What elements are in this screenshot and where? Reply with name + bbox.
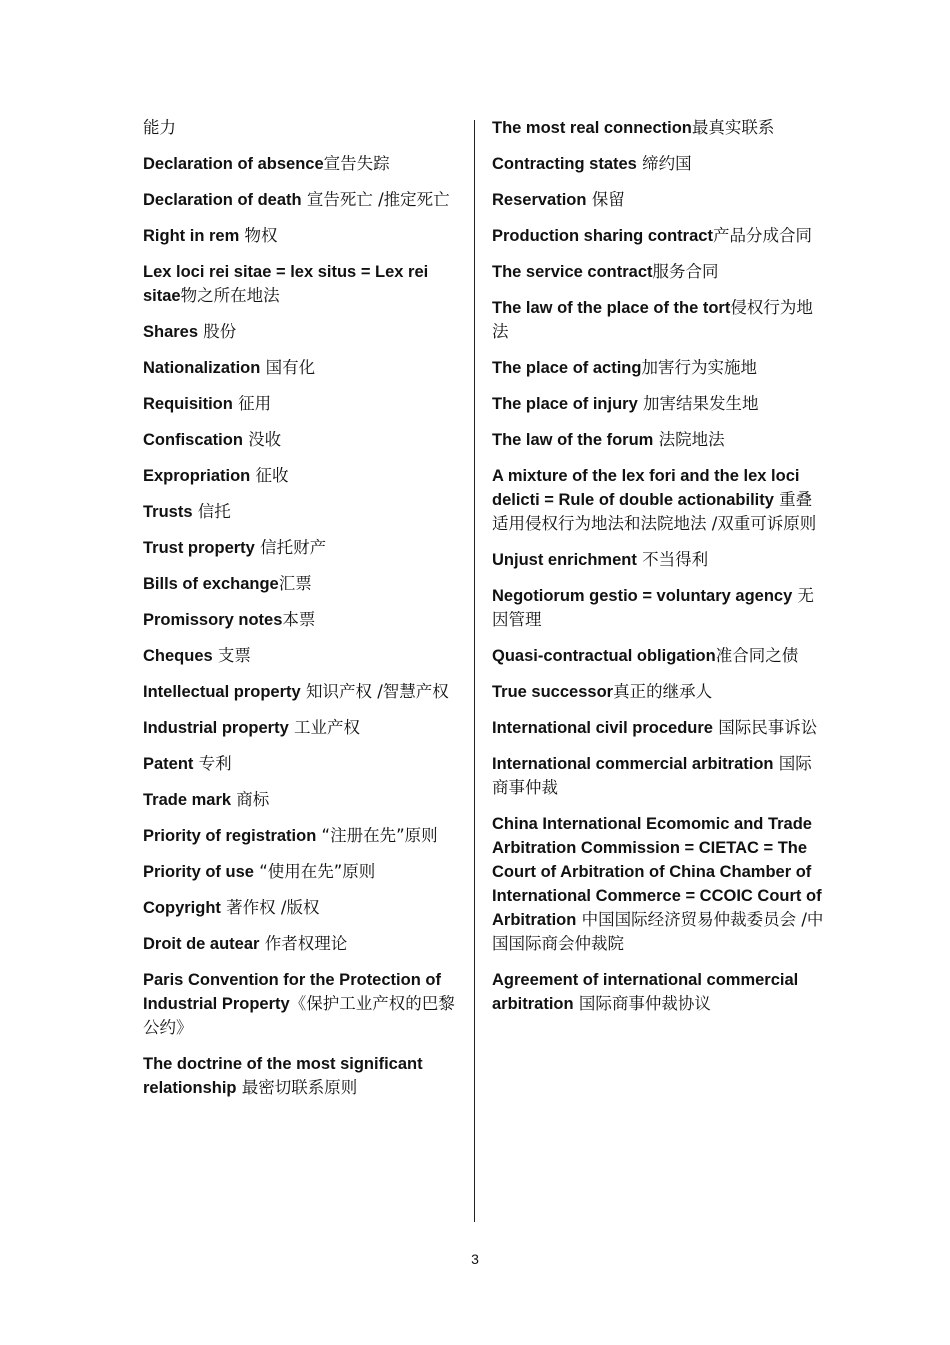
glossary-entry (143, 152, 468, 176)
entry-translation: 国际商事仲裁 (492, 754, 812, 797)
entry-translation: 工业产权 (288, 718, 361, 737)
entry-term: Agreement of international commercial arbitration (492, 971, 799, 1013)
entry-translation: 知识产权 /智慧产权 (300, 682, 449, 701)
entry-term: Declaration of death (143, 191, 302, 209)
entry-term: Negotiorum gestio = voluntary agency (492, 587, 793, 605)
entry-translation: 著作权 /版权 (220, 898, 320, 917)
glossary-entry (492, 644, 824, 668)
glossary-entry (143, 680, 468, 704)
glossary-entry (143, 320, 468, 344)
entry-term: Patent (143, 755, 194, 773)
entry-term: China International Ecomomic and Trade Arbitration Commission = CIETAC = The Court of Arbitration of China Chamber of International Commerce = CCOIC Court of Arbitration (492, 815, 822, 929)
entry-translation: 征用 (232, 394, 272, 413)
glossary-entry (492, 188, 824, 212)
entry-term: Reservation (492, 191, 587, 209)
glossary-entry (492, 392, 824, 416)
entry-term: The place of acting (492, 359, 642, 377)
entry-term: International commercial arbitration (492, 755, 774, 773)
entry-term: The place of injury (492, 395, 638, 413)
glossary-entry (143, 260, 468, 308)
entry-term: Promissory notes (143, 611, 283, 629)
glossary-entry (492, 260, 824, 284)
entry-translation: 真正的继承人 (613, 682, 713, 701)
entry-term: True successor (492, 683, 614, 701)
entry-translation: 股份 (198, 322, 237, 341)
entry-term: Intellectual property (143, 683, 301, 701)
right-column (492, 116, 824, 1028)
glossary-entry (492, 224, 824, 248)
entry-translation: 不当得利 (636, 550, 709, 569)
glossary-entry (492, 464, 824, 536)
entry-translation: 商标 (231, 790, 270, 809)
entry-translation: 没收 (242, 430, 282, 449)
glossary-entry (143, 788, 468, 812)
entry-term: Expropriation (143, 467, 251, 485)
entry-term: The law of the place of the tort (492, 299, 731, 317)
entry-term: Confiscation (143, 431, 243, 449)
entry-translation: 物权 (239, 226, 278, 245)
entry-term: The law of the forum (492, 431, 654, 449)
glossary-entry (492, 968, 824, 1016)
entry-translation: 侵权行为地法 (492, 298, 813, 341)
glossary-entry (492, 356, 824, 380)
glossary-entry (143, 392, 468, 416)
entry-translation: 国有化 (260, 358, 316, 377)
glossary-entry (143, 428, 468, 452)
glossary-entry (492, 812, 824, 956)
entry-translation: 加害结果发生地 (637, 394, 759, 413)
glossary-entry (143, 644, 468, 668)
glossary-entry (492, 428, 824, 452)
glossary-entry (143, 224, 468, 248)
entry-term: Requisition (143, 395, 233, 413)
entry-translation: 加害行为实施地 (641, 358, 757, 377)
entry-term: Priority of registration (143, 827, 317, 845)
entry-translation: 无因管理 (492, 586, 815, 629)
entry-translation: 信托财产 (254, 538, 327, 557)
glossary-entry (492, 680, 824, 704)
entry-translation: 专利 (193, 754, 232, 773)
entry-term: Paris Convention for the Protection of Industrial Property (143, 971, 441, 1013)
glossary-entry (143, 464, 468, 488)
entry-translation: 宣告死亡 /推定死亡 (301, 190, 450, 209)
glossary-entry (143, 968, 468, 1040)
entry-term: Trust property (143, 539, 255, 557)
glossary-entry (492, 584, 824, 632)
entry-translation: 作者权理论 (259, 934, 348, 953)
entry-term: Priority of use (143, 863, 254, 881)
entry-translation: 缔约国 (636, 154, 692, 173)
glossary-entry (143, 500, 468, 524)
page-number: 3 (471, 1251, 479, 1267)
entry-term: Copyright (143, 899, 221, 917)
glossary-entry (143, 608, 468, 632)
entry-term: Droit de autear (143, 935, 260, 953)
entry-translation: 支票 (212, 646, 251, 665)
entry-translation: “注册在先”原则 (316, 826, 438, 845)
entry-term: Trusts (143, 503, 193, 521)
entry-translation: 国际民事诉讼 (712, 718, 818, 737)
glossary-entry (143, 752, 468, 776)
entry-translation: 法院地法 (653, 430, 725, 449)
entry-term: Bills of exchange (143, 575, 279, 593)
entry-term: Cheques (143, 647, 213, 665)
glossary-entry (492, 116, 824, 140)
entry-term: A mixture of the lex fori and the lex loci delicti = Rule of double actionability (492, 467, 800, 509)
entry-term: Trade mark (143, 791, 232, 809)
glossary-entry (143, 536, 468, 560)
glossary-entry (143, 932, 468, 956)
entry-translation: 中国国际经济贸易仲裁委员会 /中国国际商会仲裁院 (492, 910, 824, 953)
glossary-entry (143, 824, 468, 848)
entry-term: Unjust enrichment (492, 551, 637, 569)
entry-term: Industrial property (143, 719, 289, 737)
column-divider (474, 120, 475, 1222)
glossary-entry (143, 860, 468, 884)
glossary-entry (492, 752, 824, 800)
entry-term: The service contract (492, 263, 653, 281)
glossary-entry (143, 356, 468, 380)
entry-term: Quasi-contractual obligation (492, 647, 716, 665)
entry-translation: 信托 (192, 502, 231, 521)
entry-term: Declaration of absence (143, 155, 324, 173)
glossary-entry (492, 296, 824, 344)
entry-term: Production sharing contract (492, 227, 713, 245)
entry-translation: 本票 (282, 610, 316, 629)
glossary-entry (143, 716, 468, 740)
entry-translation: 最密切联系原则 (236, 1078, 358, 1097)
entry-translation: 国际商事仲裁协议 (573, 994, 711, 1013)
glossary-entry (143, 116, 468, 140)
glossary-entry (492, 548, 824, 572)
entry-translation: 服务合同 (652, 262, 719, 281)
entry-translation: 宣告失踪 (323, 154, 390, 173)
entry-translation: 准合同之债 (715, 646, 799, 665)
entry-term: Lex loci rei sitae = lex situs = Lex rei sitae (143, 263, 429, 305)
glossary-entry (143, 896, 468, 920)
entry-translation: 产品分成合同 (712, 226, 812, 245)
glossary-entry (492, 152, 824, 176)
left-column (143, 116, 468, 1112)
entry-translation: 重叠适用侵权行为地法和法院地法 /双重可诉原则 (492, 490, 817, 533)
glossary-entry (143, 188, 468, 212)
entry-translation: “使用在先”原则 (253, 862, 376, 881)
entry-term: International civil procedure (492, 719, 713, 737)
entry-translation: 物之所在地法 (180, 286, 280, 305)
entry-translation: 《保护工业产权的巴黎公约》 (143, 994, 455, 1037)
entry-translation: 能力 (143, 118, 176, 137)
entry-translation: 保留 (586, 190, 625, 209)
entry-term: Contracting states (492, 155, 637, 173)
glossary-entry (143, 572, 468, 596)
glossary-entry (143, 1052, 468, 1100)
entry-term: The most real connection (492, 119, 692, 137)
entry-term: Right in rem (143, 227, 240, 245)
entry-translation: 征收 (250, 466, 289, 485)
entry-term: The doctrine of the most significant relationship (143, 1055, 423, 1097)
entry-translation: 最真实联系 (691, 118, 775, 137)
entry-translation: 汇票 (278, 574, 312, 593)
entry-term: Nationalization (143, 359, 261, 377)
glossary-entry (492, 716, 824, 740)
entry-term: Shares (143, 323, 199, 341)
